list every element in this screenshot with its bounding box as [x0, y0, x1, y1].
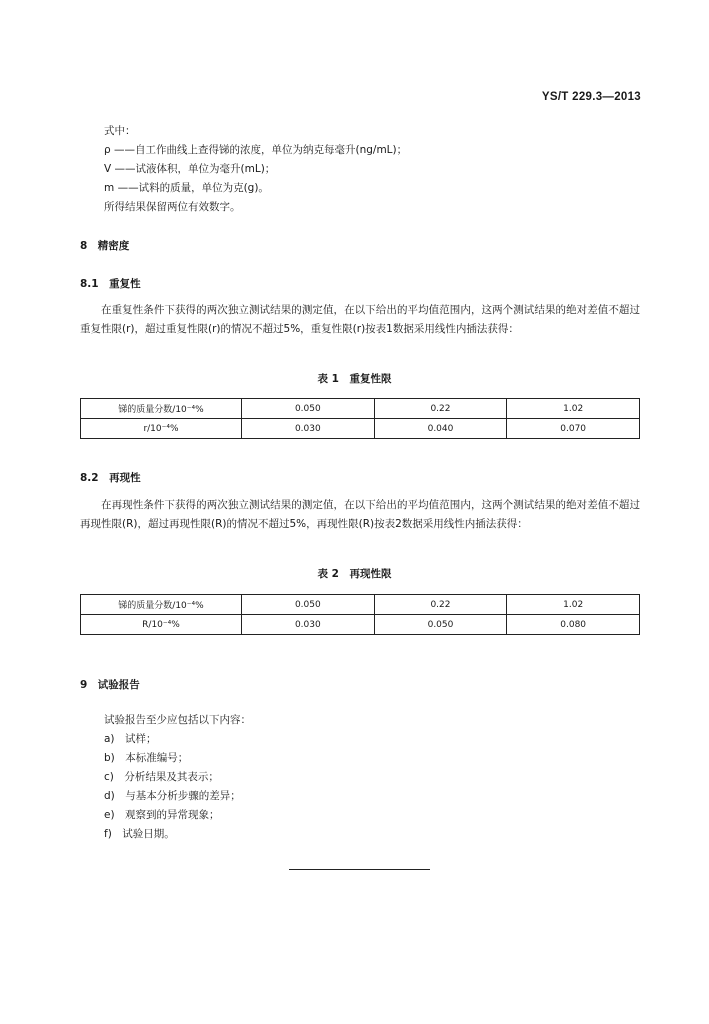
- formula-note-m: m ——试料的质量，单位为克(g)。: [104, 182, 269, 194]
- report-intro: 试验报告至少应包括以下内容：: [104, 714, 251, 726]
- table-row: [81, 595, 640, 615]
- table-cell: 0.030: [242, 615, 375, 635]
- table-cell: 0.050: [242, 595, 375, 615]
- table-cell: 1.02: [507, 399, 640, 419]
- end-rule: [289, 869, 430, 870]
- table-cell: 0.080: [507, 615, 640, 635]
- section-8-1-title: 8.1 重复性: [80, 278, 141, 290]
- table-cell: 0.070: [507, 419, 640, 439]
- formula-notes-intro: 式中：: [104, 125, 136, 137]
- report-item-f: f) 试验日期。: [104, 828, 175, 840]
- report-item-d: d) 与基本分析步骤的差异；: [104, 790, 241, 802]
- result-precision-note: 所得结果保留两位有效数字。: [104, 201, 241, 213]
- report-item-b: b) 本标准编号；: [104, 752, 189, 764]
- table-row: [81, 615, 640, 635]
- table-cell: 0.050: [374, 615, 507, 635]
- table-1-caption: 表 1 重复性限: [317, 373, 392, 385]
- table-cell: 0.040: [374, 419, 507, 439]
- section-8-title: 8 精密度: [80, 240, 130, 252]
- table-cell: 0.22: [374, 399, 507, 419]
- table-cell: 0.030: [242, 419, 375, 439]
- report-item-a: a) 试样；: [104, 733, 157, 745]
- table-2-caption: 表 2 再现性限: [317, 568, 392, 580]
- table-row: [81, 419, 640, 439]
- table-header-cell: R/10⁻⁴%: [81, 615, 242, 635]
- formula-note-rho: ρ ——自工作曲线上查得锑的浓度，单位为纳克每毫升(ng/mL)；: [104, 144, 408, 156]
- table-header-cell: 锑的质量分数/10⁻⁴%: [81, 595, 242, 615]
- standard-id: YS/T 229.3—2013: [541, 91, 641, 103]
- section-8-1-paragraph: 在重复性条件下获得的两次独立测试结果的测定值，在以下给出的平均值范围内，这两个测试结果的绝对差值不超过重复性限(r)，超过重复性限(r)的情况不超过5%，重复性限(r)按表1数据采用线性内插法获得：: [80, 304, 640, 335]
- table-cell: 0.22: [374, 595, 507, 615]
- formula-note-v: V ——试液体积，单位为毫升(mL)；: [104, 163, 276, 175]
- section-9-title: 9 试验报告: [80, 679, 140, 691]
- report-item-c: c) 分析结果及其表示；: [104, 771, 219, 783]
- table-2-reproducibility: [80, 594, 640, 635]
- table-cell: 0.050: [242, 399, 375, 419]
- table-row: [81, 399, 640, 419]
- section-8-2-title: 8.2 再现性: [80, 472, 141, 484]
- table-header-cell: 锑的质量分数/10⁻⁴%: [81, 399, 242, 419]
- section-8-2-paragraph: 在再现性条件下获得的两次独立测试结果的测定值，在以下给出的平均值范围内，这两个测试结果的绝对差值不超过再现性限(R)，超过再现性限(R)的情况不超过5%，再现性限(R)按表2数据采用线性内插法获得：: [80, 499, 640, 530]
- report-item-e: e) 观察到的异常现象；: [104, 809, 220, 821]
- table-header-cell: r/10⁻⁴%: [81, 419, 242, 439]
- table-1-repeatability: [80, 398, 640, 439]
- table-cell: 1.02: [507, 595, 640, 615]
